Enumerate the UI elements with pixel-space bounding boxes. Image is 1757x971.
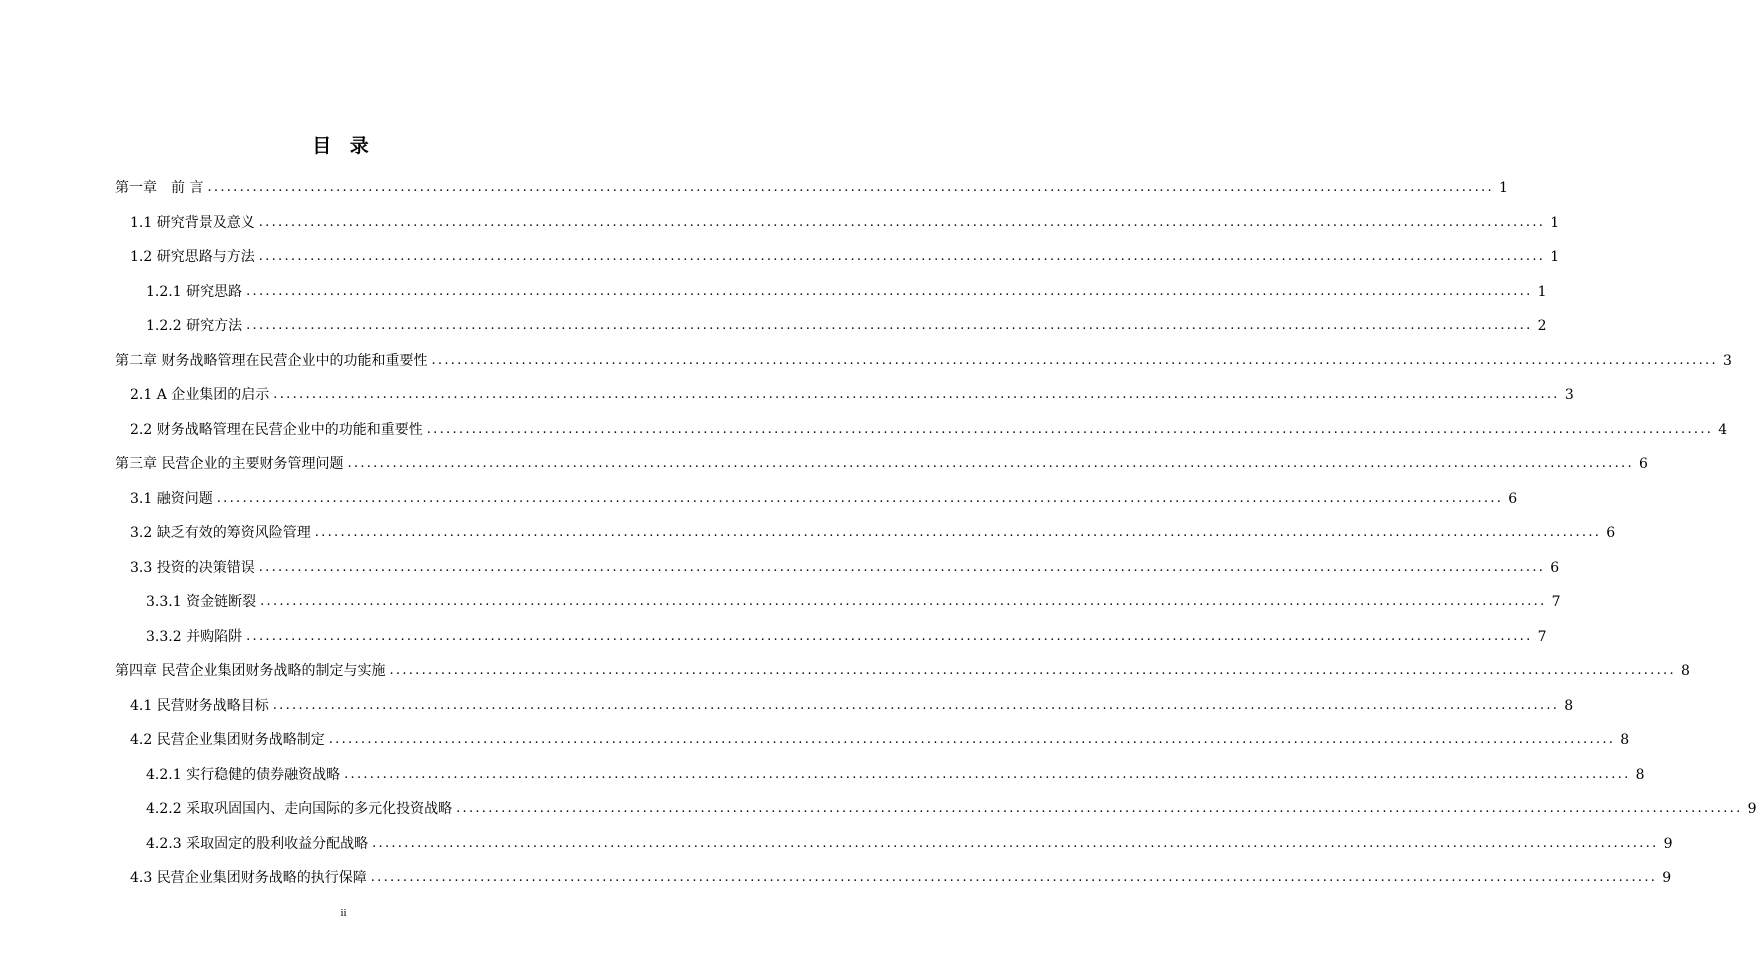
toc-entry-page: 1 [1537,283,1547,300]
toc-entry[interactable] [130,417,1728,439]
toc-entry-label: 4.1 民营财务战略目标 [130,697,269,714]
toc-entry-page: 6 [1508,490,1518,507]
toc-entry-page: 2 [1537,318,1547,334]
toc-entry-page: 3 [1723,352,1732,369]
toc-entry-page: 1 [1550,214,1560,231]
toc-entry[interactable] [146,313,1547,335]
toc-entry[interactable] [146,831,1673,853]
toc-leader-dots: ........................................................................................................................................................................................................ [426,421,1714,437]
toc-entry-page: 3 [1564,387,1574,403]
toc-leader-dots: ........................................................................................................................................................................................................ [347,456,1634,471]
toc-entry-page: 8 [1564,697,1574,714]
toc-entry-label: 4.2.2 采取巩固国内、走向国际的多元化投资战略 [146,801,453,817]
toc-title: 目 录 [312,135,375,157]
toc-entry-label: 2.2 财务战略管理在民营企业中的功能和重要性 [130,421,423,438]
toc-entry-page: 8 [1635,766,1645,783]
toc-entry[interactable] [130,244,1560,266]
toc-entry-label: 第二章 财务战略管理在民营企业中的功能和重要性 [115,352,428,369]
toc-leader-dots: ........................................................................................................................................................................................................ [258,214,1546,230]
toc-leader-dots: ........................................................................................................................................................................................................ [246,283,1533,299]
toc-entry-label: 4.2.3 采取固定的股利收益分配战略 [146,835,369,852]
toc-entry-page: 7 [1537,628,1547,645]
toc-entry-label: 4.3 民营企业集团财务战略的执行保障 [130,870,367,886]
toc-leader-dots: ........................................................................................................................................................................................................ [273,387,1560,402]
toc-leader-dots: ........................................................................................................................................................................................................ [314,525,1602,540]
toc-entry[interactable] [130,486,1518,508]
toc-leader-dots: ........................................................................................................................................................................................................ [246,628,1533,644]
toc-leader-dots: ........................................................................................................................................................................................................ [207,180,1494,195]
toc-entry[interactable] [130,865,1672,887]
toc-leader-dots: ........................................................................................................................................................................................................ [344,766,1631,782]
toc-leader-dots: ........................................................................................................................................................................................................ [216,490,1504,506]
toc-entry[interactable] [115,348,1732,370]
toc-leader-dots: ........................................................................................................................................................................................................ [258,249,1546,264]
toc-entry-label: 第一章 前 言 [115,180,204,196]
toc-entry-page: 6 [1550,559,1560,576]
toc-entry[interactable] [130,727,1630,749]
toc-leader-dots: ........................................................................................................................................................................................................ [456,801,1743,816]
toc-entry-label: 1.2.1 研究思路 [146,283,243,300]
toc-entry-page: 6 [1606,525,1616,541]
page-number: ii [340,907,347,919]
toc-leader-dots: ........................................................................................................................................................................................................ [389,663,1676,678]
toc-entry-page: 8 [1681,663,1690,679]
toc-leader-dots: ........................................................................................................................................................................................................ [260,594,1547,609]
toc-entry-page: 6 [1639,456,1648,472]
toc-entry-page: 9 [1662,870,1672,886]
toc-entry-label: 3.1 融资问题 [130,490,213,507]
toc-entry-label: 第三章 民营企业的主要财务管理问题 [115,456,344,472]
toc-entry[interactable] [146,796,1757,818]
toc-entry-label: 2.1 A 企业集团的启示 [130,387,270,403]
toc-entry[interactable] [146,624,1547,646]
toc-entry[interactable] [130,520,1616,542]
toc-entry[interactable] [115,175,1508,197]
toc-entry-label: 3.3 投资的决策错误 [130,559,255,576]
toc-entry[interactable] [115,658,1690,680]
toc-entry[interactable] [146,589,1561,611]
toc-entry[interactable] [146,279,1547,301]
toc-entry-label: 3.3.1 资金链断裂 [146,594,257,610]
toc-entry-label: 4.2.1 实行稳健的债券融资战略 [146,766,341,783]
toc-entry-page: 4 [1718,421,1728,438]
toc-entry[interactable] [130,693,1574,715]
toc-leader-dots: ........................................................................................................................................................................................................ [328,732,1616,747]
toc-entry[interactable] [130,210,1560,232]
toc-leader-dots: ........................................................................................................................................................................................................ [370,870,1658,885]
toc-entry-label: 4.2 民营企业集团财务战略制定 [130,732,325,748]
toc-entry-page: 9 [1663,835,1673,852]
toc-leader-dots: ........................................................................................................................................................................................................ [258,559,1546,575]
toc-entry-label: 1.1 研究背景及意义 [130,214,255,231]
toc-entry[interactable] [130,382,1574,404]
toc-entry-label: 3.3.2 并购陷阱 [146,628,243,645]
toc-entry-label: 1.2.2 研究方法 [146,318,243,334]
toc-entry[interactable] [115,451,1648,473]
toc-entry[interactable] [146,762,1645,784]
toc-leader-dots: ........................................................................................................................................................................................................ [372,835,1659,851]
toc-entry-page: 9 [1747,801,1757,817]
toc-entry-page: 1 [1550,249,1560,265]
toc-entry[interactable] [130,555,1560,577]
toc-leader-dots: ........................................................................................................................................................................................................ [246,318,1533,333]
toc-entry-label: 3.2 缺乏有效的筹资风险管理 [130,525,311,541]
toc-entry-label: 第四章 民营企业集团财务战略的制定与实施 [115,663,386,679]
toc-entry-page: 8 [1620,732,1630,748]
toc-leader-dots: ........................................................................................................................................................................................................ [431,352,1718,368]
toc-entry-page: 7 [1551,594,1561,610]
toc-entry-page: 1 [1499,180,1508,196]
toc-entry-label: 1.2 研究思路与方法 [130,249,255,265]
toc-leader-dots: ........................................................................................................................................................................................................ [272,697,1560,713]
